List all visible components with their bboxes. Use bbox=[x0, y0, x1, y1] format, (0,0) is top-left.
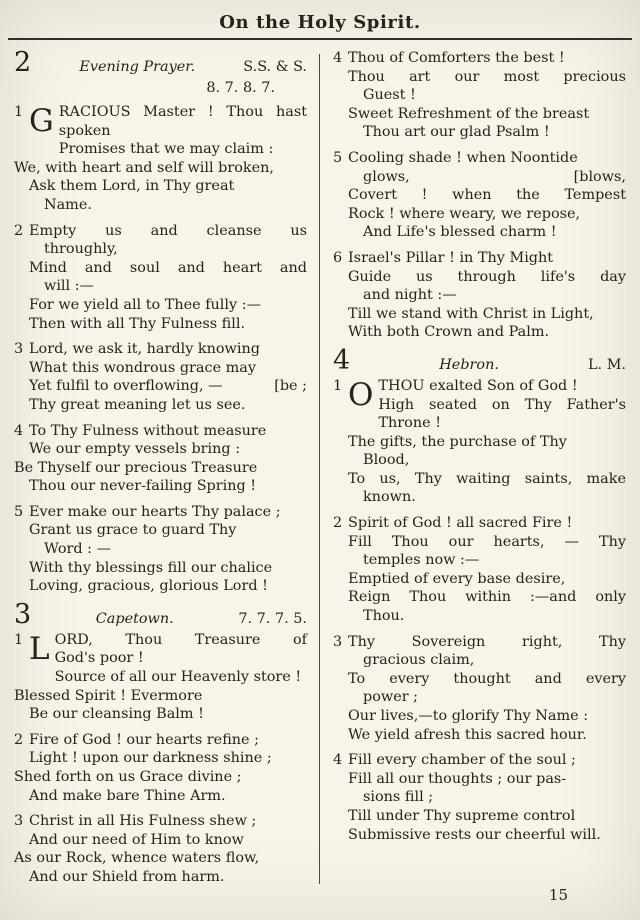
line-text: Name. bbox=[44, 196, 92, 213]
verse-line bbox=[14, 240, 307, 259]
verse-line bbox=[333, 807, 626, 826]
hymn-columns bbox=[0, 40, 640, 894]
line-text: With thy blessings fill our chalice bbox=[29, 559, 273, 576]
verse-line bbox=[14, 477, 307, 496]
verse-line bbox=[333, 451, 626, 470]
tune-name: Capetown. bbox=[95, 610, 174, 627]
line-text: Our lives,—to glorify Thy Name : bbox=[348, 708, 589, 724]
verse-line bbox=[333, 323, 626, 342]
hymn-heading bbox=[333, 344, 626, 376]
verse-number: 3 bbox=[333, 633, 343, 650]
verse-line bbox=[333, 268, 626, 287]
meter-or-attribution: L. M. bbox=[587, 356, 626, 373]
verse-line bbox=[14, 296, 307, 315]
verse-line bbox=[333, 396, 626, 415]
verse-line bbox=[333, 186, 626, 205]
line-text: Blessed Spirit ! Evermore bbox=[14, 687, 203, 704]
left-column bbox=[14, 49, 320, 894]
line-text: Thou of Comforters the best ! bbox=[348, 50, 565, 66]
hymn-number: 4 bbox=[333, 344, 351, 376]
line-text: Submissive rests our cheerful will. bbox=[348, 826, 601, 843]
verse-line bbox=[333, 305, 626, 324]
verse-line bbox=[14, 812, 307, 831]
line-text: Thou art our glad Psalm ! bbox=[363, 124, 550, 141]
verse-line bbox=[14, 631, 307, 650]
verse-line bbox=[14, 140, 307, 159]
line-text: Shed forth on us Grace divine ; bbox=[14, 769, 242, 785]
verse-line bbox=[14, 787, 307, 806]
verse-line bbox=[333, 168, 626, 187]
verse-number: 4 bbox=[333, 752, 343, 769]
line-text: What this wondrous grace may bbox=[29, 359, 257, 376]
verse-line bbox=[333, 249, 626, 268]
line-text: And Life's blessed charm ! bbox=[363, 224, 557, 241]
line-text: Christ in all His Fulness shew ; bbox=[29, 813, 257, 830]
line-text: known. bbox=[363, 489, 416, 506]
line-text: glows, bbox=[363, 168, 410, 185]
verse-number: 2 bbox=[333, 515, 343, 532]
line-text: Word : — bbox=[44, 541, 111, 558]
verse-line bbox=[333, 68, 626, 87]
section-title: On the Holy Spirit. bbox=[219, 12, 421, 33]
verse-line bbox=[333, 488, 626, 507]
verse-line bbox=[14, 177, 307, 196]
line-text: Rock ! where weary, we repose, bbox=[348, 205, 581, 222]
verse-number: 4 bbox=[333, 50, 343, 66]
catchword: [be ; bbox=[274, 378, 307, 395]
verse-line bbox=[14, 521, 307, 540]
verse bbox=[333, 49, 626, 142]
verse-line bbox=[333, 651, 626, 670]
line-text: Fill Thou our hearts, — Thy bbox=[348, 533, 626, 550]
line-text: temples now :— bbox=[363, 552, 480, 569]
verse-line bbox=[333, 49, 626, 68]
verse-line bbox=[333, 105, 626, 124]
verse-line bbox=[333, 633, 626, 652]
verse-line bbox=[14, 222, 307, 241]
verse-line bbox=[14, 731, 307, 750]
line-text: And make bare Thine Arm. bbox=[29, 787, 226, 804]
line-text: Sweet Refreshment of the breast bbox=[348, 105, 590, 122]
verse-line bbox=[333, 607, 626, 626]
line-text: and night :— bbox=[363, 287, 457, 304]
verse-line bbox=[14, 259, 307, 278]
page-header bbox=[0, 0, 640, 33]
dropcap: L bbox=[29, 630, 50, 667]
line-text: And our need of Him to know bbox=[29, 831, 244, 848]
verse-number: 1 bbox=[14, 631, 24, 648]
verse-line bbox=[14, 159, 307, 178]
verse-line bbox=[333, 826, 626, 845]
catchword: [blows, bbox=[573, 168, 626, 185]
line-text: With both Crown and Palm. bbox=[348, 324, 550, 341]
verse-number: 3 bbox=[14, 813, 24, 830]
page-number: 15 bbox=[548, 886, 568, 904]
verse-line bbox=[14, 340, 307, 359]
line-text: Then with all Thy Fulness fill. bbox=[29, 315, 246, 332]
verse-line bbox=[333, 433, 626, 452]
verse bbox=[14, 631, 307, 724]
verse bbox=[14, 731, 307, 805]
verse bbox=[14, 103, 307, 215]
line-text: Fill all our thoughts ; our pas- bbox=[348, 770, 567, 787]
verse-line bbox=[14, 668, 307, 687]
line-text: Be our cleansing Balm ! bbox=[29, 706, 204, 723]
right-column bbox=[320, 49, 626, 894]
verse bbox=[333, 149, 626, 242]
verse-number: 6 bbox=[333, 249, 343, 266]
line-text: THOU exalted Son of God ! bbox=[378, 377, 578, 394]
verse-line bbox=[14, 831, 307, 850]
verse-line bbox=[14, 396, 307, 415]
line-text: Thou art our most precious bbox=[348, 68, 626, 85]
line-text: To Thy Fulness without measure bbox=[29, 422, 267, 439]
meter-or-attribution: 7. 7. 7. 5. bbox=[238, 610, 307, 627]
line-text: Cooling shade ! when Noontide bbox=[348, 149, 578, 166]
verse-line bbox=[14, 122, 307, 141]
line-text: Thy Sovereign right, Thy bbox=[348, 633, 626, 650]
dropcap: O bbox=[348, 376, 374, 413]
hymn-number: 2 bbox=[14, 47, 32, 78]
verse-line bbox=[333, 570, 626, 589]
verse-line bbox=[333, 514, 626, 533]
verse-line bbox=[333, 707, 626, 726]
verse-number: 1 bbox=[14, 104, 24, 120]
verse-number: 4 bbox=[14, 422, 24, 439]
verse-line bbox=[14, 459, 307, 478]
line-text: Ever make our hearts Thy palace ; bbox=[29, 503, 281, 520]
verse-line bbox=[333, 551, 626, 570]
verse bbox=[14, 503, 307, 596]
hymn-heading bbox=[14, 47, 307, 78]
verse-number: 5 bbox=[14, 503, 24, 520]
line-text: Be Thyself our precious Treasure bbox=[14, 459, 258, 476]
verse bbox=[14, 422, 307, 496]
verse-line bbox=[14, 649, 307, 668]
verse-line bbox=[333, 86, 626, 105]
verse-line bbox=[333, 470, 626, 489]
verse-line bbox=[14, 868, 307, 887]
line-text: Ask them Lord, in Thy great bbox=[29, 178, 235, 195]
verse-line bbox=[333, 533, 626, 552]
line-text: We yield afresh this sacred hour. bbox=[348, 726, 587, 743]
line-text: Loving, gracious, glorious Lord ! bbox=[29, 578, 268, 595]
verse-line bbox=[14, 559, 307, 578]
meter: 8. 7. 8. 7. bbox=[206, 80, 275, 96]
verse bbox=[14, 812, 307, 886]
column-divider bbox=[319, 54, 320, 884]
line-text: Fill every chamber of the soul ; bbox=[348, 752, 576, 769]
line-text: power ; bbox=[363, 689, 419, 706]
hymn-number: 3 bbox=[14, 598, 32, 630]
verse-line bbox=[333, 670, 626, 689]
tune-name: Hebron. bbox=[439, 356, 499, 373]
line-text: We, with heart and self will broken, bbox=[14, 159, 275, 176]
line-text: To us, Thy waiting saints, make bbox=[348, 470, 626, 487]
verse-line bbox=[14, 277, 307, 296]
verse-number: 2 bbox=[14, 222, 24, 239]
verse-line bbox=[14, 768, 307, 787]
verse-line bbox=[333, 377, 626, 396]
dropcap: G bbox=[29, 103, 54, 139]
line-text: Spirit of God ! all sacred Fire ! bbox=[348, 515, 573, 532]
line-text: Throne ! bbox=[378, 415, 441, 432]
verse bbox=[333, 514, 626, 626]
hymn-heading bbox=[14, 598, 307, 630]
verse-line bbox=[14, 849, 307, 868]
verse-number: 1 bbox=[333, 377, 343, 394]
verse-line bbox=[333, 788, 626, 807]
verse-line bbox=[333, 770, 626, 789]
verse-line bbox=[14, 103, 307, 122]
verse-line bbox=[14, 377, 307, 396]
line-text: Grant us grace to guard Thy bbox=[29, 522, 237, 539]
line-text: God's poor ! bbox=[54, 650, 144, 667]
verse-number: 3 bbox=[14, 341, 24, 358]
line-text: Thy great meaning let us see. bbox=[29, 396, 246, 413]
meter-or-attribution: S.S. & S. bbox=[243, 59, 307, 75]
verse bbox=[333, 377, 626, 507]
line-text: Light ! upon our darkness shine ; bbox=[29, 750, 272, 767]
line-text: As our Rock, whence waters flow, bbox=[14, 850, 260, 867]
verse-line bbox=[14, 503, 307, 522]
line-text: Reign Thou within :—and only bbox=[348, 589, 626, 606]
verse-line bbox=[14, 749, 307, 768]
verse-line bbox=[333, 414, 626, 433]
verse-line bbox=[14, 359, 307, 378]
line-text: Lord, we ask it, hardly knowing bbox=[29, 341, 260, 358]
verse-line bbox=[14, 422, 307, 441]
verse bbox=[14, 340, 307, 414]
verse-line bbox=[14, 577, 307, 596]
line-text: gracious claim, bbox=[363, 652, 475, 669]
line-text: And our Shield from harm. bbox=[29, 868, 225, 885]
line-text: Blood, bbox=[363, 452, 410, 469]
verse-line bbox=[333, 726, 626, 745]
line-text: Till under Thy supreme control bbox=[348, 807, 576, 824]
verse-line bbox=[333, 751, 626, 770]
verse-line bbox=[14, 687, 307, 706]
verse bbox=[14, 222, 307, 334]
verse-line bbox=[333, 149, 626, 168]
line-text: Israel's Pillar ! in Thy Might bbox=[348, 249, 554, 266]
line-text: Yet fulfil to overflowing, — bbox=[29, 378, 223, 395]
line-text: Thou our never-failing Spring ! bbox=[29, 478, 257, 495]
line-text: throughly, bbox=[44, 241, 118, 258]
line-text: Promises that we may claim : bbox=[58, 141, 274, 158]
verse bbox=[333, 633, 626, 745]
verse bbox=[333, 751, 626, 844]
verse-line bbox=[333, 223, 626, 242]
verse-line bbox=[333, 123, 626, 142]
line-text: ORD, Thou Treasure of bbox=[54, 631, 307, 648]
verse-line bbox=[14, 540, 307, 559]
line-text: Guide us through life's day bbox=[348, 268, 626, 285]
line-text: We our empty vessels bring : bbox=[29, 441, 241, 458]
line-text: Covert ! when the Tempest bbox=[348, 187, 626, 204]
verse-line bbox=[333, 205, 626, 224]
verse-line bbox=[14, 705, 307, 724]
line-text: spoken bbox=[58, 122, 111, 139]
line-text: RACIOUS Master ! Thou hast bbox=[58, 104, 307, 120]
line-text: Till we stand with Christ in Light, bbox=[348, 305, 594, 322]
verse-number: 2 bbox=[14, 731, 24, 748]
verse-line bbox=[333, 588, 626, 607]
verse-line bbox=[333, 286, 626, 305]
verse-line bbox=[14, 196, 307, 215]
line-text: Guest ! bbox=[363, 87, 416, 104]
line-text: will :— bbox=[44, 278, 94, 295]
verse-line bbox=[14, 440, 307, 459]
line-text: The gifts, the purchase of Thy bbox=[348, 433, 567, 450]
line-text: High seated on Thy Father's bbox=[378, 396, 626, 413]
verse-number: 5 bbox=[333, 149, 343, 166]
line-text: Emptied of every base desire, bbox=[348, 570, 566, 587]
verse-line bbox=[333, 688, 626, 707]
line-text: sions fill ; bbox=[363, 789, 434, 806]
line-text: Empty us and cleanse us bbox=[29, 222, 307, 239]
line-text: Thou. bbox=[363, 608, 405, 625]
tune-name: Evening Prayer. bbox=[79, 59, 196, 75]
line-text: Mind and soul and heart and bbox=[29, 259, 307, 276]
line-text: To every thought and every bbox=[348, 670, 626, 687]
verse-line bbox=[14, 315, 307, 334]
line-text: Source of all our Heavenly store ! bbox=[54, 669, 302, 686]
line-text: For we yield all to Thee fully :— bbox=[29, 296, 261, 313]
verse bbox=[333, 249, 626, 342]
line-text: Fire of God ! our hearts refine ; bbox=[29, 731, 259, 748]
